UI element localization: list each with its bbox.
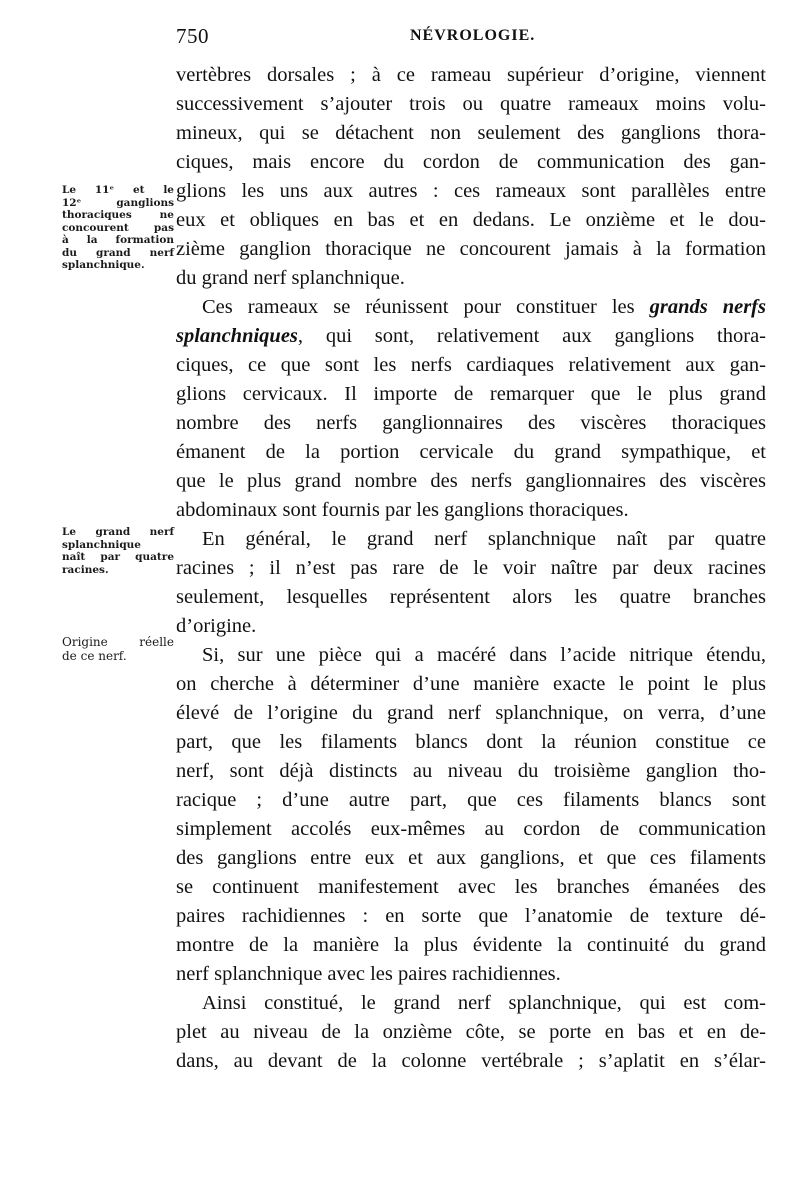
italic-term: splanchniques <box>176 325 298 347</box>
margin-note-line: splanchnique. <box>62 259 145 271</box>
text-line: Ainsi constitué, le grand nerf splanchnique, qui est com- <box>202 992 766 1014</box>
text-line: plet au niveau de la onzième côte, se porte en bas et en de- <box>176 1021 766 1043</box>
margin-note-line: du grand nerf <box>62 246 174 259</box>
margin-note-real-origin <box>62 636 174 663</box>
text-line: du grand nerf splanchnique. <box>176 267 405 289</box>
margin-note-line: racines. <box>62 563 109 576</box>
text-line: racique ; d’une autre part, que ces filaments blancs sont <box>176 789 766 811</box>
margin-note-eleventh-ganglion <box>62 184 174 272</box>
text-line: racines ; il n’est pas rare de le voir naître par deux racines <box>176 557 766 579</box>
text-line: élevé de l’origine du grand nerf splanchnique, on verra, d’une <box>176 702 766 724</box>
text-line: part, que les filaments blancs dont la réunion constitue ce <box>176 731 766 753</box>
page-header <box>0 24 800 54</box>
margin-note-line: thoraciques ne <box>62 209 174 221</box>
text-run: , qui sont, relativement aux ganglions thora- <box>297 325 766 347</box>
text-line: nerf splanchnique avec les paires rachidiennes. <box>176 963 561 985</box>
margin-note-line: Origine réelle <box>62 635 174 649</box>
text-line: seulement, lesquelles représentent alors les quatre branches <box>176 586 766 608</box>
running-head: NÉVROLOGIE. <box>410 27 536 44</box>
page-number: 750 <box>176 24 209 48</box>
text-line: nombre des nerfs ganglionnaires des viscères thoraciques <box>176 412 766 434</box>
margin-note-line: Le grand nerf <box>62 526 174 538</box>
text-line: des ganglions entre eux et aux ganglions, et que ces filaments <box>176 847 766 869</box>
text-line: ciques, ce que sont les nerfs cardiaques relativement aux gan- <box>176 354 766 376</box>
text-line: mineux, qui se détachent non seulement des ganglions thora- <box>176 122 766 144</box>
text-line: zième ganglion thoracique ne concourent jamais à la formation <box>176 238 766 260</box>
text-line <box>176 293 766 322</box>
text-line: nerf, sont déjà distincts au niveau du troisième ganglion tho- <box>176 760 766 782</box>
text-line <box>176 322 766 351</box>
text-line: simplement accolés eux-mêmes au cordon de communication <box>176 818 766 840</box>
text-line: ciques, mais encore du cordon de communication des gan- <box>176 151 766 173</box>
text-line: paires rachidiennes : en sorte que l’anatomie de texture dé- <box>176 905 766 927</box>
text-line: glions les uns aux autres : ces rameaux sont parallèles entre <box>176 180 766 202</box>
text-line: se continuent manifestement avec les branches émanées des <box>176 876 766 898</box>
text-line: Si, sur une pièce qui a macéré dans l’acide nitrique étendu, <box>202 644 766 666</box>
text-line: on cherche à déterminer d’une manière exacte le point le plus <box>176 673 766 695</box>
text-line: abdominaux sont fournis par les ganglions thoraciques. <box>176 499 629 521</box>
margin-note-line: à la formation <box>62 234 174 246</box>
text-line: En général, le grand nerf splanchnique naît par quatre <box>202 528 766 550</box>
body-text <box>176 61 766 1076</box>
margin-note-four-roots <box>62 526 174 576</box>
text-line: dans, au devant de la colonne vertébrale ; s’aplatit en s’élar- <box>176 1050 766 1072</box>
text-line: eux et obliques en bas et en dedans. Le onzième et le dou- <box>176 209 766 231</box>
text-line: montre de la manière la plus évidente la continuité du grand <box>176 934 766 956</box>
margin-note-line: de ce nerf. <box>62 648 127 663</box>
margin-note-line: concourent pas <box>62 221 174 234</box>
text-line: que le plus grand nombre des nerfs ganglionnaires des viscères <box>176 470 766 492</box>
margin-note-line: splanchnique <box>62 538 141 551</box>
margin-note-line: naît par quatre <box>62 551 174 563</box>
text-line: successivement s’ajouter trois ou quatre rameaux moins volu- <box>176 93 766 115</box>
text-line: glions cervicaux. Il importe de remarquer que le plus grand <box>176 383 766 405</box>
text-line: d’origine. <box>176 615 257 637</box>
margin-note-line: Le 11ᵉ et le <box>62 184 174 196</box>
text-run: Ces rameaux se réunissent pour constituer les <box>202 296 650 318</box>
text-line: émanent de la portion cervicale du grand sympathique, et <box>176 441 766 463</box>
text-line: vertèbres dorsales ; à ce rameau supérieur d’origine, viennent <box>176 64 766 86</box>
margin-note-line: 12ᵉ ganglions <box>62 196 174 209</box>
italic-term: grands nerfs <box>649 296 766 318</box>
